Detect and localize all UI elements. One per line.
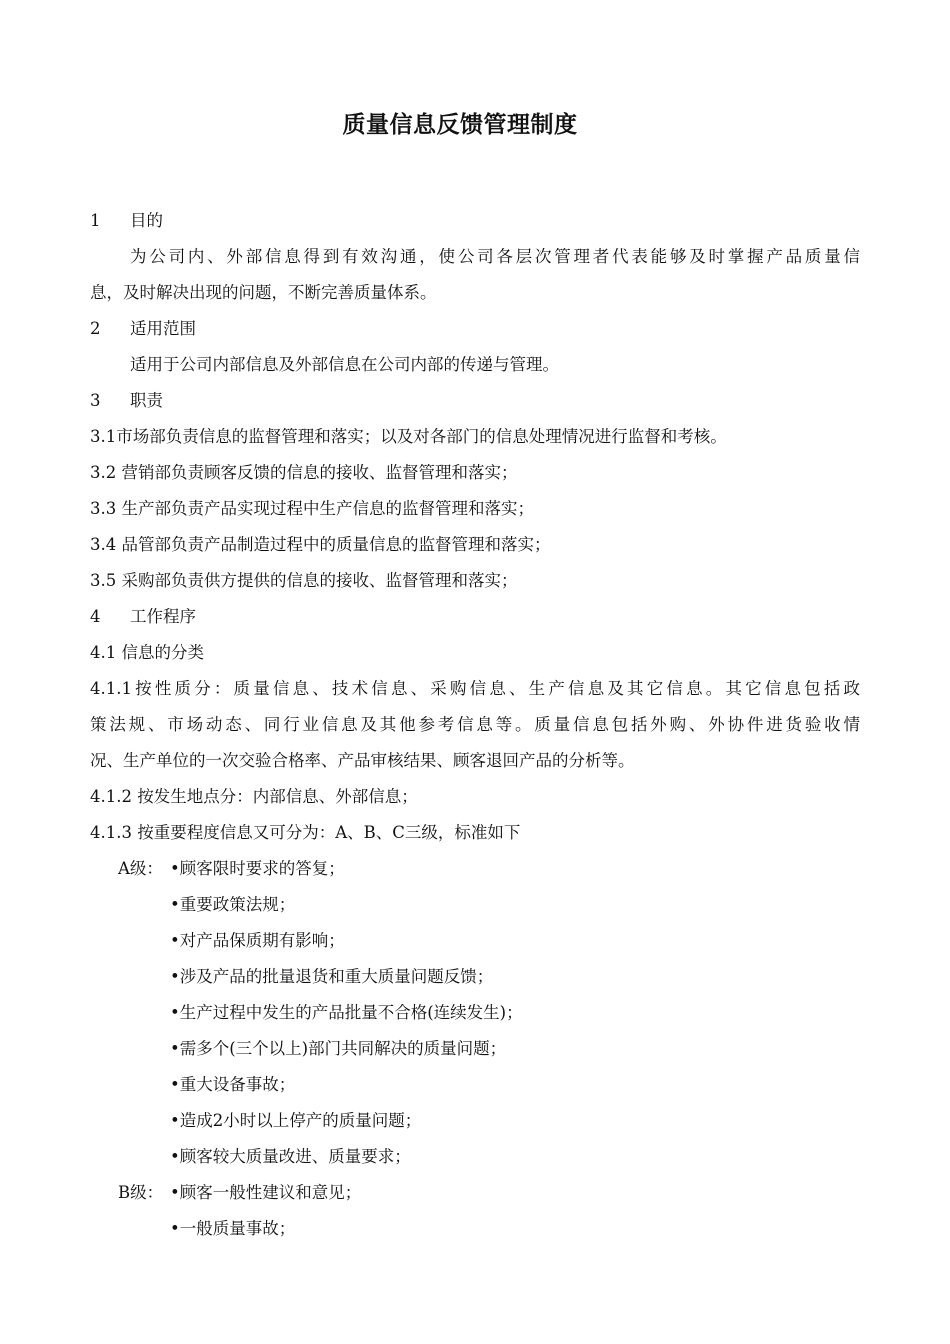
- paragraph-4-1-2: 4.1.2 按发生地点分：内部信息、外部信息；: [90, 787, 418, 806]
- section-1-paragraph-line-2: 息，及时解决出现的问题，不断完善质量体系。: [90, 283, 437, 302]
- subsection-4-1-heading: 4.1 信息的分类: [90, 643, 204, 662]
- responsibility-item: 3.4 品管部负责产品制造过程中的质量信息的监督管理和落实；: [90, 535, 551, 554]
- section-1-heading: [90, 210, 163, 232]
- section-3-heading: [90, 390, 163, 412]
- responsibility-item: 3.5 采购部负责供方提供的信息的接收、监督管理和落实；: [90, 571, 518, 590]
- responsibility-item: 3.2 营销部负责顾客反馈的信息的接收、监督管理和落实；: [90, 463, 518, 482]
- level-a-item: •涉及产品的批量退货和重大质量问题反馈；: [170, 967, 494, 986]
- paragraph-4-1-1-line-2: 策法规、市场动态、同行业信息及其他参考信息等。质量信息包括外购、外协件进货验收情: [90, 715, 860, 734]
- section-title: 适用范围: [130, 319, 196, 338]
- section-4-heading: [90, 606, 196, 628]
- section-number: 2: [90, 319, 101, 338]
- level-b-label: B级：: [118, 1183, 164, 1202]
- section-number: 3: [90, 391, 101, 410]
- section-2-paragraph: 适用于公司内部信息及外部信息在公司内部的传递与管理。: [130, 355, 559, 374]
- level-a-item: •对产品保质期有影响；: [170, 931, 345, 950]
- level-a-item: •顾客限时要求的答复；: [170, 859, 345, 878]
- section-title: 职责: [130, 391, 163, 410]
- section-number: 1: [90, 211, 101, 230]
- section-2-heading: [90, 318, 196, 340]
- responsibility-item: 3.3 生产部负责产品实现过程中生产信息的监督管理和落实；: [90, 499, 534, 518]
- level-a-item: •重要政策法规；: [170, 895, 296, 914]
- paragraph-4-1-1-line-1: 4.1.1按性质分：质量信息、技术信息、采购信息、生产信息及其它信息。其它信息包括政: [90, 679, 860, 698]
- level-b-item: •顾客一般性建议和意见；: [170, 1183, 362, 1202]
- level-b-item: •一般质量事故；: [170, 1219, 296, 1238]
- section-title: 工作程序: [130, 607, 196, 626]
- responsibility-item: 3.1市场部负责信息的监督管理和落实；以及对各部门的信息处理情况进行监督和考核。: [90, 427, 727, 446]
- level-a-item: •造成2小时以上停产的质量问题；: [170, 1111, 422, 1130]
- paragraph-4-1-1-line-3: 况、生产单位的一次交验合格率、产品审核结果、顾客退回产品的分析等。: [90, 751, 635, 770]
- section-title: 目的: [130, 211, 163, 230]
- paragraph-4-1-3: 4.1.3 按重要程度信息又可分为：A、B、C三级，标准如下: [90, 823, 521, 842]
- level-a-item: •需多个(三个以上)部门共同解决的质量问题；: [170, 1039, 507, 1058]
- level-a-item: •顾客较大质量改进、质量要求；: [170, 1147, 411, 1166]
- section-1-paragraph-line-1: 为公司内、外部信息得到有效沟通，使公司各层次管理者代表能够及时掌握产品质量信: [130, 247, 860, 266]
- level-a-label: A级：: [118, 859, 163, 878]
- level-a-item: •生产过程中发生的产品批量不合格(连续发生)；: [170, 1003, 523, 1022]
- level-a-item: •重大设备事故；: [170, 1075, 296, 1094]
- document-title: 质量信息反馈管理制度: [342, 112, 578, 138]
- section-number: 4: [90, 607, 101, 626]
